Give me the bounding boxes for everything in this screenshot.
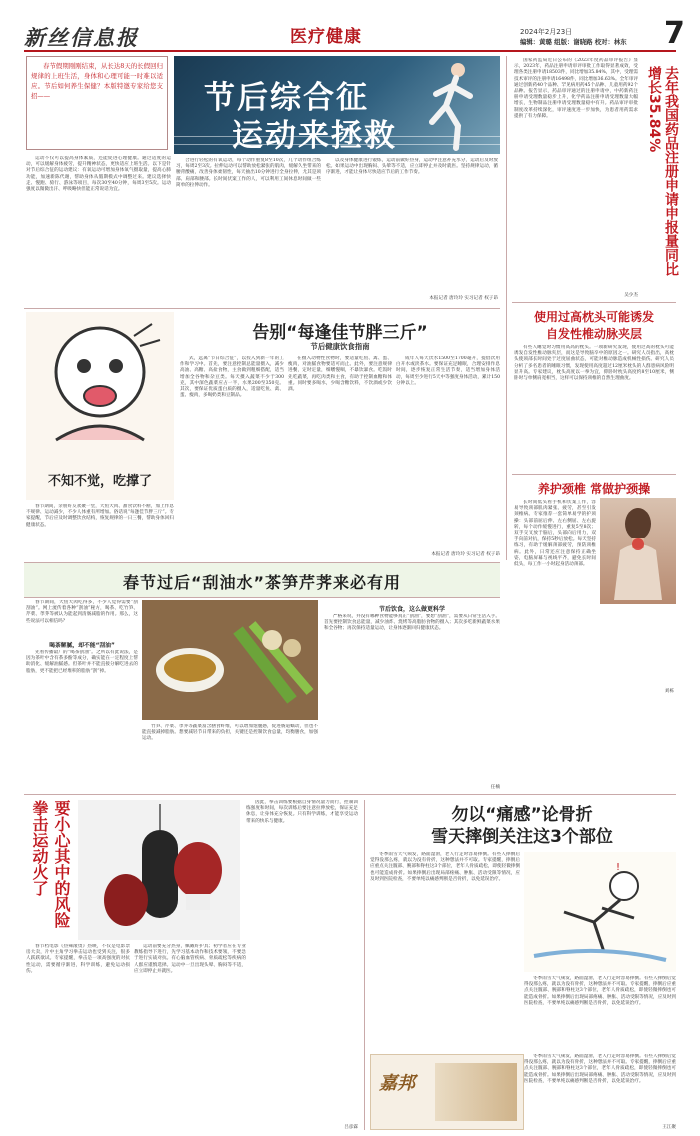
diet-subtitle: 节后健康饮食指南	[310, 342, 370, 351]
diet-col4: 成年人每天饮水1500至1700毫升，提倡饮用白开水或淡茶水。要保证充足睡眠，合理安排作息时间，逐步恢复正常生活节奏，适当增加身体活动，每周至少进行5天中等强度身体活动，累计150分钟以上。	[396, 356, 500, 386]
boxing-col1: 春节档电影《热辣滚烫》热映，不仅是电影票房大卖，片中主角学习拳击运动也受到关注，很多人跃跃欲试。专家提醒，拳击是一项高强度的对抗性运动，需要循序渐进，科学训练，避免运动损伤。	[26, 944, 130, 974]
feature-byline: 本报记者 唐玲玲 实习记者 权子昂	[429, 296, 498, 301]
tea-col4-subhead: 节后饮食，这么做更科学	[378, 606, 445, 613]
boxing-photo	[78, 800, 240, 940]
ad-logo: 嘉邦	[379, 1073, 415, 1094]
feature-col2: 合进行轻松的有氧运动，每个动作重复8至10次，几个动作组合练习，每周2至3次。拉伸运动可以帮助放松紧张的肌肉，缓解久坐带来的腰背酸痛，改善身体柔韧性，每天抽出10分钟进行全身拉伸，尤其是颈部、肩部和腰部。长时间伏案工作的人，可以利用工间休息时间做一些简单的拉伸动作。	[176, 158, 321, 188]
feature-col3: 以及身体健康进行锻炼，运动前做好热身，运动中注意补充水分，运动后及时放松。如果运动中出现胸闷、头晕等不适，应立即停止并及时就医。坚持规律运动，循序渐进，才能让身体尽快适应节后的工作节奏。	[326, 158, 498, 176]
runner-silhouette	[406, 60, 494, 152]
pain-col1: 冬季雨雪天气频发，路面湿滑，老人行走时容易摔倒。有些人摔倒后觉得没那么疼，就以为没有骨折，这种想法并不可取。专家提醒，摔倒后应重点关注髋部、腕部和脊柱这3个部位，老年人骨质疏松，即使轻微摔倒也可能造成骨折。如果摔倒后出现局部疼痛、肿胀、活动受限等情况，应及时到医院检查，不要单纯以痛感判断是否骨折，以免延误治疗。	[370, 852, 520, 882]
overeating-cartoon-icon	[36, 316, 164, 456]
stats-byline: 吴少杰	[624, 293, 638, 298]
diet-illustration	[26, 312, 174, 500]
section-title: 医疗健康	[290, 27, 362, 47]
tea-title-bar	[24, 562, 500, 598]
boxing-col2: 运动前要充分热身，佩戴好护具；初学者应在专业教练指导下进行，先学习基本动作和技术要领，不要急于进行实战对抗。有心脑血管疾病、骨质疏松等疾病的人群应谨慎选择。运动中一旦出现头晕、胸闷等不适，应立即停止并就医。	[134, 944, 246, 974]
tea-subhead: 喝茶解腻，却不能“刮油”	[49, 643, 115, 649]
masthead	[0, 0, 700, 50]
intro-text: 春节假期刚刚结束，从长达8天的长假回归规律的上班生活，身体和心理可能一时难以适应。节后如何养生保健？本版特邀专家给您支招——	[31, 62, 163, 100]
tea-col1: 春节期间，大鱼大肉吃得多，不少人觉得需要“刮刮油”。网上流传着各种“刮油”秘方，喝茶、吃竹笋、芹菜、荸荠等被认为能起到清肠减脂的作用。那么，这些说法可以相信吗？	[26, 600, 138, 624]
diet-byline: 本报记者 唐玲玲 实习记者 权子昂	[431, 552, 500, 557]
stats-vertical-title: 去年我国药品注册申请申报量同比增长35.84%	[646, 66, 679, 276]
neck-photo	[600, 498, 676, 604]
intro-box	[26, 56, 168, 150]
pain-col3: 冬季雨雪天气频发，路面湿滑，老人行走时容易摔倒。有些人摔倒后觉得没那么疼，就以为没有骨折，这种想法并不可取。专家提醒，摔倒后应重点关注髋部、腕部和脊柱这3个部位，老年人骨质疏松，即使轻微摔倒也可能造成骨折。如果摔倒后出现局部疼痛、肿胀、活动受限等情况，应及时到医院检查，不要单纯以痛感判断是否骨折，以免延误治疗。	[524, 1054, 676, 1084]
masthead-logo: 新丝信息报	[24, 25, 139, 50]
diet-col3: 在摄入动物性食物时，要适量吃鱼、禽、蛋、瘦肉，对油腻食物要适可而止。此外，要注意规律进餐，定时定量，细嚼慢咽，不暴饮暴食。吃饭时先吃蔬菜，再吃肉类和主食，有助于控制血糖和体重。同时要多喝水，少喝含糖饮料，不饮酒或少饮酒。	[288, 356, 392, 393]
masthead-editor: 编辑：黄璐 组版：谢晓路 校对：林东	[520, 38, 627, 46]
diet-title: 告别“每逢佳节胖三斤”	[252, 323, 428, 343]
feature-banner	[174, 56, 500, 154]
pillow-title-line2: 自发性椎动脉夹层	[545, 327, 642, 341]
boxing-vertical-title: 要小心其中的风险 拳击运动火了	[30, 800, 71, 928]
boxing-byline: 吕彦霖	[344, 1125, 358, 1130]
pillow-title-line1: 使用过高枕头可能诱发	[533, 310, 654, 324]
tea-col2: 先看传播最广的“喝茶刮油”。之所以有此说法，是因为茶叶中含有茶多酚等成分，确实能在一定程度上帮助消化、缓解油腻感。但茶叶并不能直接分解吃进去的脂肪，更不能把已经堆积的脂肪“刮”掉。	[26, 650, 138, 674]
boxing-col3: 因此，拳击训练要根据自身情况量力而行，控制训练强度和时间，每次训练后要注意拉伸放松，保证充足休息，让身体充分恢复。只有科学训练，才能享受运动带来的快乐与健康。	[246, 800, 358, 824]
masthead-date: 2024年2月23日	[520, 28, 573, 36]
tea-byline: 任楠	[490, 785, 500, 790]
pain-illustration	[524, 852, 676, 972]
diet-caption: 不知不觉，吃撑了	[47, 474, 152, 489]
feature-col1: 运动不仅可以提高身体素质，还能促进心理健康。通过适度的运动，可以缓解身体疲劳，提升精神状态，更快适应上班生活。以下是针对节后综合征的运动建议：有氧运动可增加身体氧气摄取量，提高心肺功能，加速新陈代谢，帮助身体从假期模式中调整过来。建议选择快走、慢跑、骑行、游泳等项目，每次30至40分钟，每周3至5次。运动强度以微微出汗、呼吸略快但能正常说话为宜。	[26, 156, 171, 193]
pain-byline: 王江聚	[662, 1125, 676, 1130]
neck-body-top: 长时间低头看手机和伏案工作，容易导致颈部肌肉紧张、疲劳，甚至引发颈椎病。专家推荐一套简单易学的护颈操：头部前屈后伸、左右侧屈、左右旋转，每个动作缓慢进行，重复5至8次；双手交叉放于脑后，头部向后用力，双手向前对抗，保持5秒后放松。每天坚持练习，有助于缓解颈部疲劳，预防颈椎病。此外，日常还应注意保持正确坐姿，电脑屏幕与视线平齐，避免长时间低头，每工作一小时起身活动颈部。	[514, 500, 596, 568]
feature-title-line1: 节后综合征	[204, 80, 369, 116]
tea-title: 春节过后“刮油水”茶笋芹荠来必有用	[122, 573, 402, 592]
stats-body: 国家药监局近日公布的《2023年度药品审评报告》显示，2023年，药品注册申请审评审批工作取得显著成效，受理各类注册申请18503件，同比增加35.84%，其中，受理需技术审评的注册申请16498件，同比增加36.63%。全年审评通过创新药40个品种、罕见病用药45个品种、儿童用药92个品种。报告显示，药品审评通过的注册申请中，中药新药注册申请受理数量稳步上升，化学药品注册申请受理数量大幅增长，生物制品注册申请受理数量稳中有升。药品审评审批制度改革持续深化，审评速度进一步加快，为患者用药需求提供了有力保障。	[514, 58, 638, 119]
falling-person-icon	[524, 852, 676, 972]
pain-col2: 冬季雨雪天气频发，路面湿滑，老人行走时容易摔倒。有些人摔倒后觉得没那么疼，就以为没有骨折，这种想法并不可取。专家提醒，摔倒后应重点关注髋部、腕部和脊柱这3个部位，老年人骨质疏松，即使轻微摔倒也可能造成骨折。如果摔倒后出现局部疼痛、肿胀、活动受限等情况，应及时到医院检查，不要单纯以痛感判断是否骨折，以免延误治疗。	[524, 976, 676, 1006]
neck-byline: 刘栋	[664, 689, 674, 694]
neck-pain-figure	[606, 504, 670, 600]
tea-col3: 竹笋、芹菜、荸荠等蔬菜富含膳食纤维，可以增加饱腹感，促进肠道蠕动，但也不能直接减掉脂肪。想要减轻节日带来的负担，关键还是控制饮食总量，均衡膳食，加强运动。	[142, 724, 318, 742]
neck-title: 养护颈椎 常做护颈操	[537, 482, 651, 496]
feature-title-line2: 运动来拯救	[232, 118, 397, 154]
tea-photo	[142, 600, 318, 720]
diet-col1: 春节期间，亲朋好友欢聚一堂，大鱼大肉、甜食饮料不断，加上作息不规律、运动减少，不少人体重有所增加。俗话说“每逢佳节胖三斤”。专家提醒，节后应及时调整饮食结构，恢复规律的一日三餐，帮助身体回归健康状态。	[26, 504, 174, 528]
diet-col2: 式，远离“节日综合征”，以投入到新一年的工作和学习中。首先，要注意控制总能量摄入，减少高油、高糖、高盐食物，主食做到粗细搭配，适当增加全谷物和杂豆类。每天摄入蔬菜不少于300克，其中深色蔬菜应占一半，水果200至350克。其次，要保证优质蛋白质的摄入，适量吃鱼、禽、蛋、瘦肉，多喝奶类和豆制品。	[180, 356, 284, 399]
col-rule	[506, 56, 507, 560]
ad-strip	[370, 1054, 524, 1130]
boxing-glove-icon	[78, 800, 240, 940]
pain-title-line1: 勿以“痛感”论骨折	[451, 805, 593, 825]
page-number: 7	[664, 16, 685, 51]
pillow-body: 有些人睡觉时习惯用高高的枕头。一项新研究发现，使用过高的枕头可能诱发自发性椎动脉夹层，而这是导致脑卒中的原因之一。研究人员指出，高枕头使颈部长时间处于过度屈曲状态，可能对椎动脉造成机械性损伤。研究人员分析了多名患者的睡眠习惯，发现使用高度超过12厘米枕头的人群患病风险明显升高。专家建议，枕头高度以一拳为宜，仰卧时枕头高度约8至10厘米，侧卧时与单侧肩宽相当，这样可以保持颈椎的自然生理曲度。	[514, 345, 674, 382]
svg-text:!: !	[616, 862, 621, 873]
tea-vegetables-photo	[142, 600, 318, 720]
masthead-rule	[24, 50, 676, 52]
pain-title-line2: 雪天摔倒关注这3个部位	[431, 827, 613, 847]
tea-col4: 严格来说，并没有哪种食物能够真正“刮油”，要想“刮油”，需要从日常生活入手。首先要控制饮食总能量，减少油炸、烧烤等高脂肪食物的摄入；其次多吃新鲜蔬菜水果和全谷物；再次保持适量运动，让身体逐渐回归健康状态。	[324, 614, 500, 632]
